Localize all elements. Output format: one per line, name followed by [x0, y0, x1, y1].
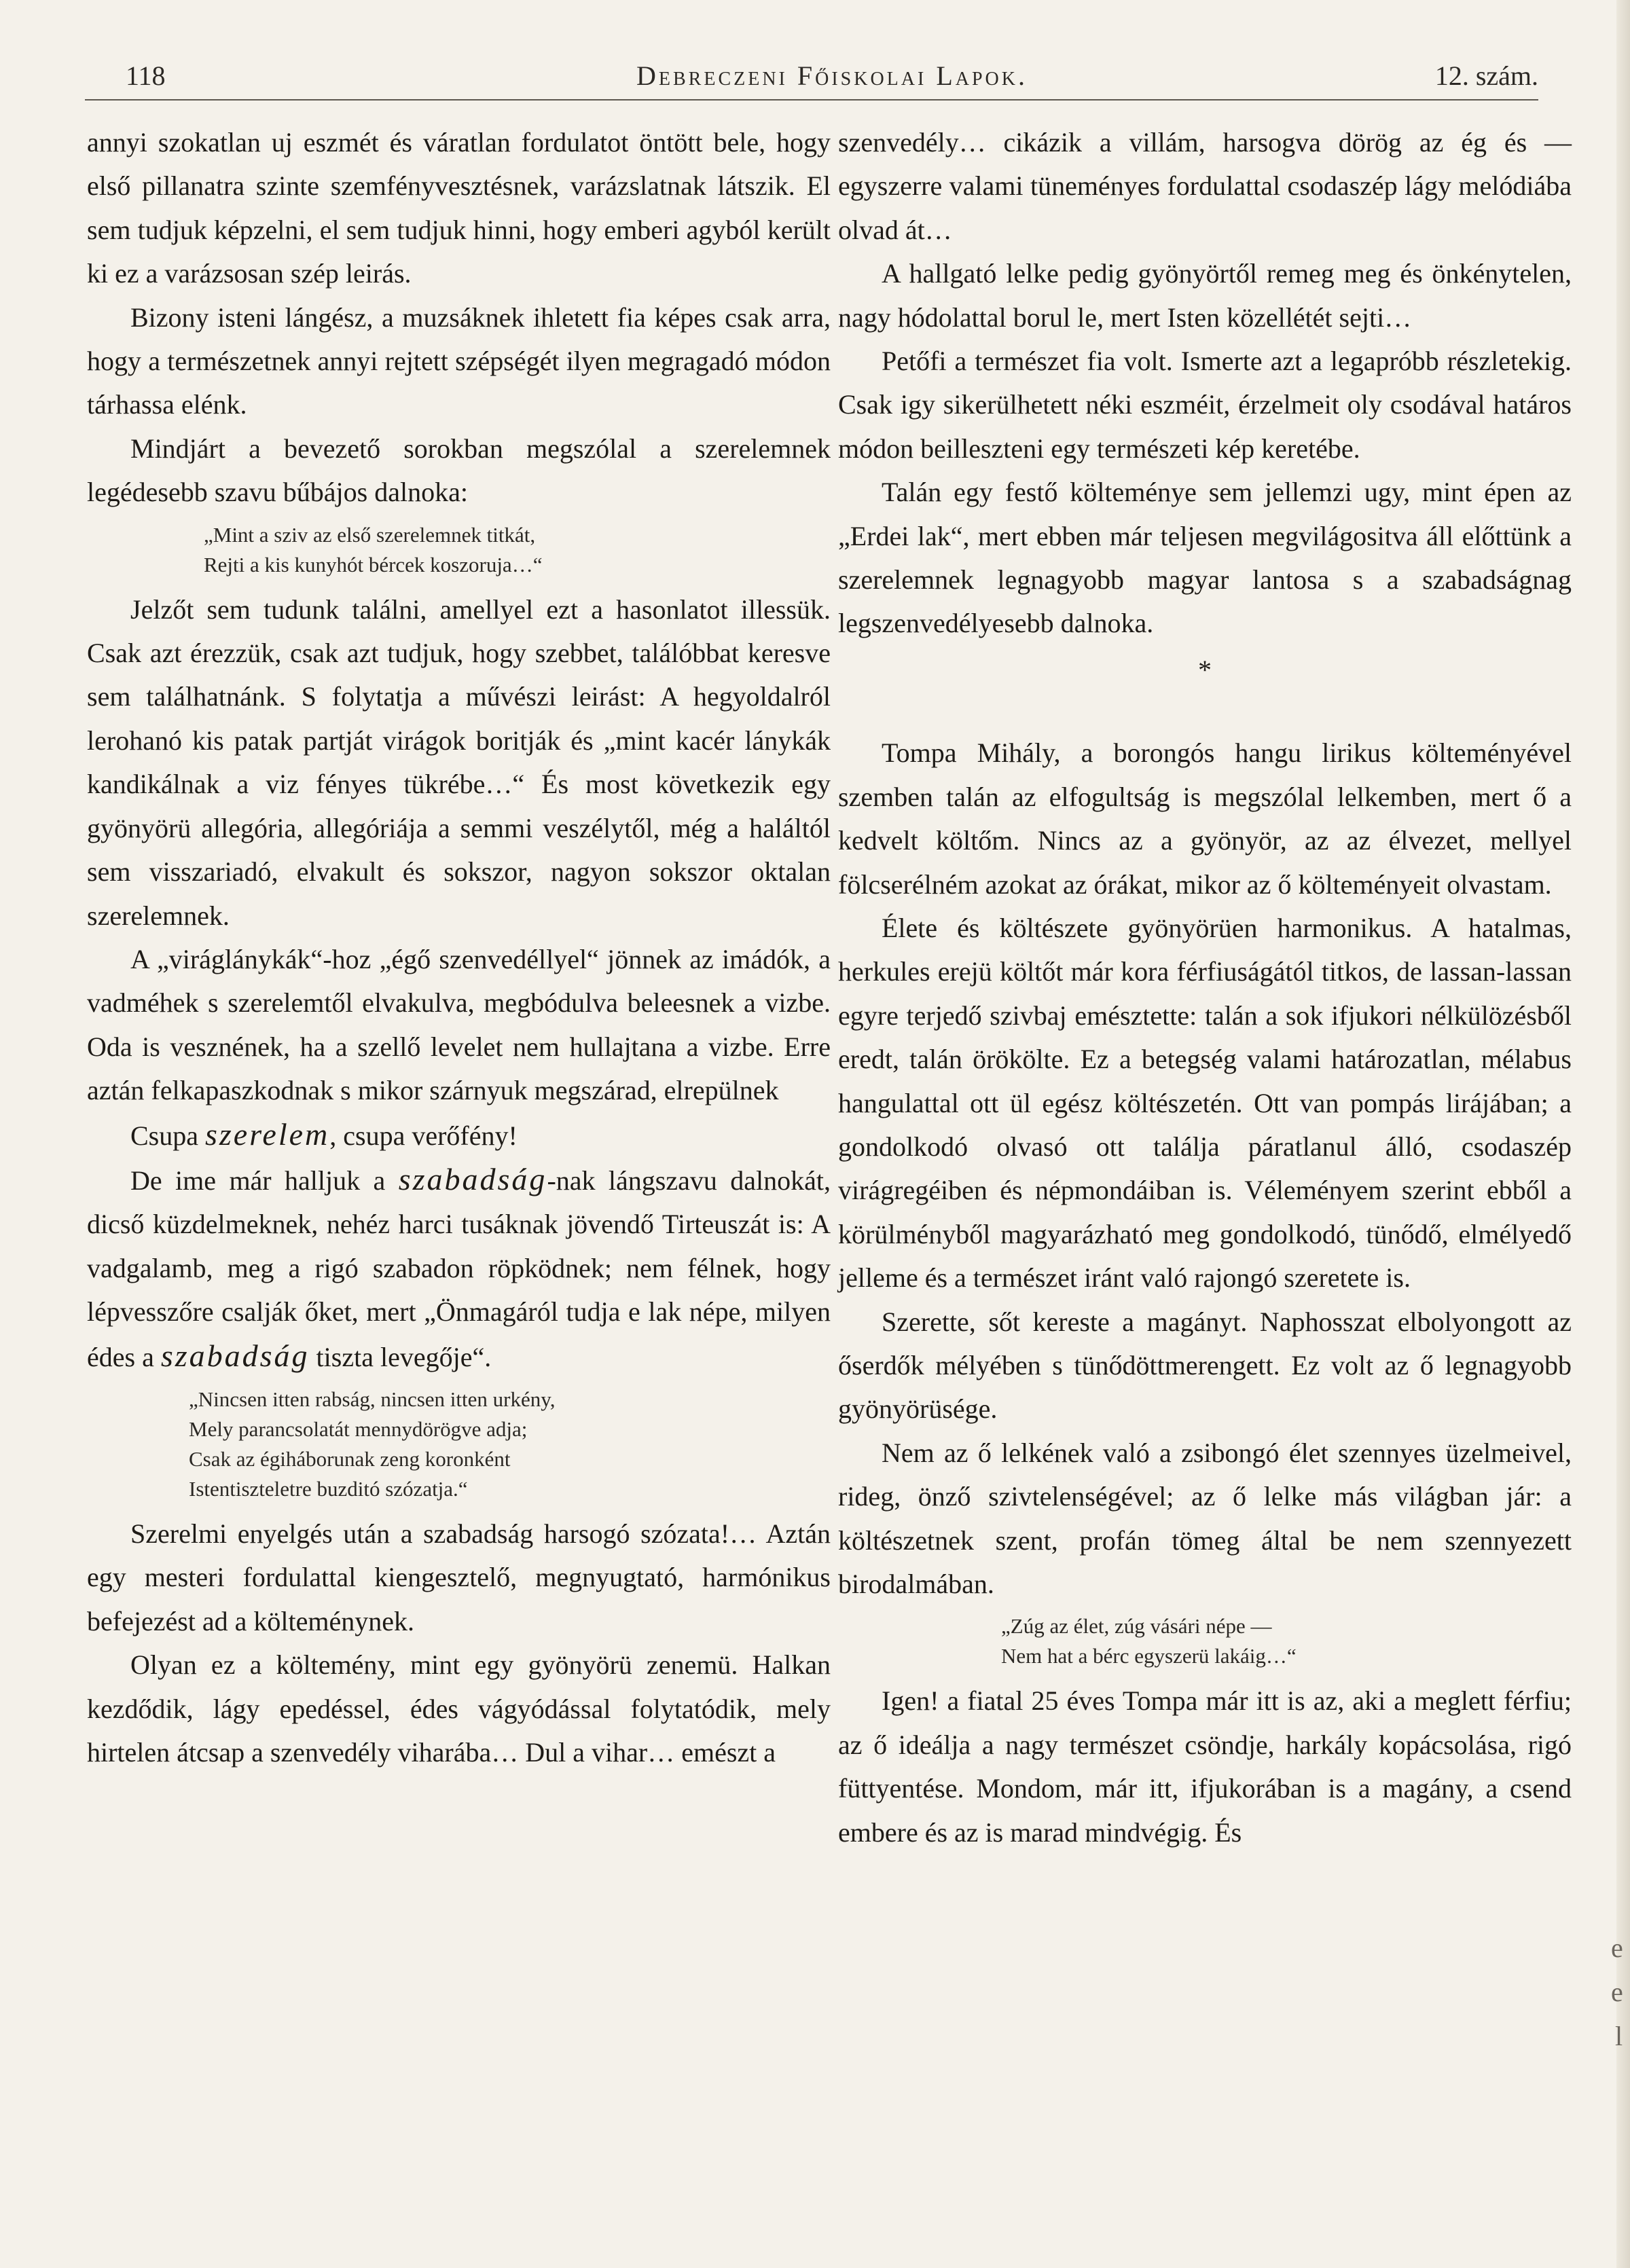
right-column	[838, 121, 1572, 1854]
margin-mark: e	[1611, 1933, 1623, 1963]
paragraph: Petőfi a természet fia volt. Ismerte azt a legapróbb részletekig. Csak igy sikerülhetett néki eszméit, érzelmeit oly csodával határos módon beilleszteni egy természeti kép keretébe.	[838, 346, 1572, 464]
paragraph: Tompa Mihály, a borongós hangu lirikus költeményével szemben talán az elfogultság is megszólal lelkemben, mert ő a kedvelt költőm. Nincs az a gyönyör, az az élvezet, mellyel fölcserélném azokat az órákat, mikor az ő költeményeit olvastam.	[838, 737, 1572, 900]
page-edge	[1616, 0, 1630, 2268]
journal-title: Debreczeni Főiskolai Lapok.	[636, 60, 1028, 91]
emphasis-szerelem: szerelem	[205, 1116, 330, 1152]
paragraph: Élete és költészete gyönyörüen harmonikus. A hatalmas, herkules erejü költőt már kora férfiuságától titkos, de lassan-lassan egyre terjedő szivbaj emésztette: talán a sok ifjukori nélkülözésből eredt, talán örökölte. Ez a betegség valami határozatlan, mélabus hangulattal ott ül egész költészetén. Ott van pompás lirájában; a gondolkodó olvasó ott találja páratlanul álló, csodaszép virágregéiben és népmondáiban is. Véleményem szerint ebből a körülményből magyarázható meg gondolkodó, tünődő, elmélyedő jelleme és a természet iránt való rajongó szeretete is.	[838, 912, 1572, 1294]
emphasis-szabadsag: szabadság	[398, 1161, 547, 1196]
text-run: -nak lángszavu dalnokát, dicső küzdelmeknek, nehéz harci tusáknak jövendő Tirteuszát is: A vadgalamb, meg a rigó szabadon röpködnek; nem félnek, hogy lépvesszőre csalják őket, mert „Önmagáról tudja e lak népe, milyen édes a	[87, 1165, 831, 1372]
paragraph: Szerelmi enyelgés után a szabadság harsogó szózata!… Aztán egy mesteri fordulattal kiengesztelő, megnyugtató, harmónikus befejezést ad a költeménynek.	[87, 1518, 831, 1636]
paragraph: Olyan ez a költemény, mint egy gyönyörü zenemü. Halkan kezdődik, lágy epedéssel, édes vágyódással folytatódik, mely hirtelen átcsap a szenvedély viharába… Dul a vihar… emészt a	[87, 1649, 831, 1768]
paragraph: szenvedély… cikázik a villám, harsogva dörög az ég és — egyszerre valami tüneményes fordulattal csodaszép lágy melódiába olvad át…	[838, 127, 1572, 245]
verse-quote	[838, 1611, 1572, 1671]
margin-mark: l	[1615, 2021, 1623, 2051]
text-run: , csupa verőfény!	[329, 1120, 518, 1151]
verse-line: „Mint a sziv az első szerelemnek titkát,	[204, 522, 536, 547]
verse-quote	[87, 520, 831, 580]
verse-line: Mely parancsolatát mennydörögve adja;	[189, 1416, 528, 1441]
verse-quote	[87, 1385, 831, 1504]
paragraph	[87, 1158, 831, 1379]
margin-mark: e	[1611, 1977, 1623, 2007]
verse-line: „Zúg az élet, zúg vásári népe —	[1001, 1614, 1272, 1639]
section-separator: *	[1198, 654, 1212, 685]
header-rule	[85, 99, 1538, 100]
paragraph: Nem az ő lelkének való a zsibongó élet szennyes üzelmeivel, rideg, önző szivtelenségével; az ő lelke más világban jár: a költészetnek szent, profán tömeg által be nem szennyezett birodalmában.	[838, 1437, 1572, 1599]
page-number: 118	[126, 60, 166, 91]
emphasis-szabadsag: szabadság	[160, 1338, 310, 1373]
verse-line: Nem hat a bérc egyszerü lakáig…“	[1001, 1644, 1297, 1668]
paragraph: Szerette, sőt kereste a magányt. Naphosszat elbolyongott az őserdők mélyében s tünődöttmerengett. Ez volt az ő legnagyobb gyönyörüsége.	[838, 1306, 1572, 1425]
text-run: Csupa	[130, 1120, 205, 1151]
verse-line: Istentiszteletre buzditó szózatja.“	[189, 1476, 468, 1501]
paragraph	[87, 1113, 831, 1158]
paragraph: Bizony isteni lángész, a muzsáknek ihletett fia képes csak arra, hogy a természetnek annyi rejtett szépségét ilyen megragadó módon tárhassa elénk.	[87, 301, 831, 420]
verse-line: „Nincsen itten rabság, nincsen itten urkény,	[189, 1387, 556, 1411]
paragraph: A hallgató lelke pedig gyönyörtől remeg meg és önkénytelen, nagy hódolattal borul le, mert Isten közellétét sejti…	[838, 258, 1572, 333]
text-run: tiszta levegője“.	[309, 1341, 492, 1372]
paragraph: annyi szokatlan uj eszmét és váratlan fordulatot öntött bele, hogy első pillanatra szinte szemfényvesztésnek, varázslatnak látszik. El sem tudjuk képzelni, el sem tudjuk hinni, hogy emberi agyból került ki ez a varázsosan szép leirás.	[87, 127, 831, 289]
paragraph: Igen! a fiatal 25 éves Tompa már itt is az, aki a meglett férfiu; az ő ideálja a nagy természet csöndje, harkály kopácsolása, rigó füttyentése. Mondom, már itt, ifjukorában is a magány, a csend embere és az is marad mindvégig. És	[838, 1685, 1572, 1848]
paragraph: Mindjárt a bevezető sorokban megszólal a szerelemnek legédesebb szavu bűbájos dalnoka:	[87, 433, 831, 508]
verse-line: Rejti a kis kunyhót bércek koszoruja…“	[204, 552, 543, 577]
verse-line: Csak az égiháborunak zeng koronként	[189, 1446, 511, 1471]
paragraph: Talán egy festő költeménye sem jellemzi ugy, mint épen az „Erdei lak“, mert ebben már teljesen megvilágositva áll előttünk a szerelemnek legnagyobb magyar lantosa s a szabadságnag legszenvedélyesebb dalnoka.	[838, 477, 1572, 639]
paragraph: A „viráglánykák“-hoz „égő szenvedéllyel“ jönnek az imádók, a vadméhek s szerelemtől elvakulva, megbódulva beleesnek a vizbe. Oda is vesznének, ha a szellő levelet nem hullajtana a vizbe. Erre aztán felkapaszkodnak s mikor szárnyuk megszárad, elrepülnek	[87, 943, 831, 1106]
paragraph: Jelzőt sem tudunk találni, amellyel ezt a hasonlatot illessük. Csak azt érezzük, csak azt tudjuk, hogy szebbet, találóbbat keresve sem találhatnánk. S folytatja a művészi leirást: A hegyoldalról lerohanó kis patak partját virágok boritják és „mint kacér lánykák kandikálnak a viz fényes tükrébe…“ És most következik egy gyönyörü allegória, allegóriája a semmi veszélytől, még a haláltól sem visszariadó, elvakult és sokszor, nagyon sokszor oktalan szerelemnek.	[87, 593, 831, 931]
left-column	[87, 121, 831, 1774]
running-header	[126, 60, 1538, 102]
issue-number: 12. szám.	[1434, 60, 1538, 91]
text-run: De ime már halljuk a	[130, 1165, 399, 1196]
